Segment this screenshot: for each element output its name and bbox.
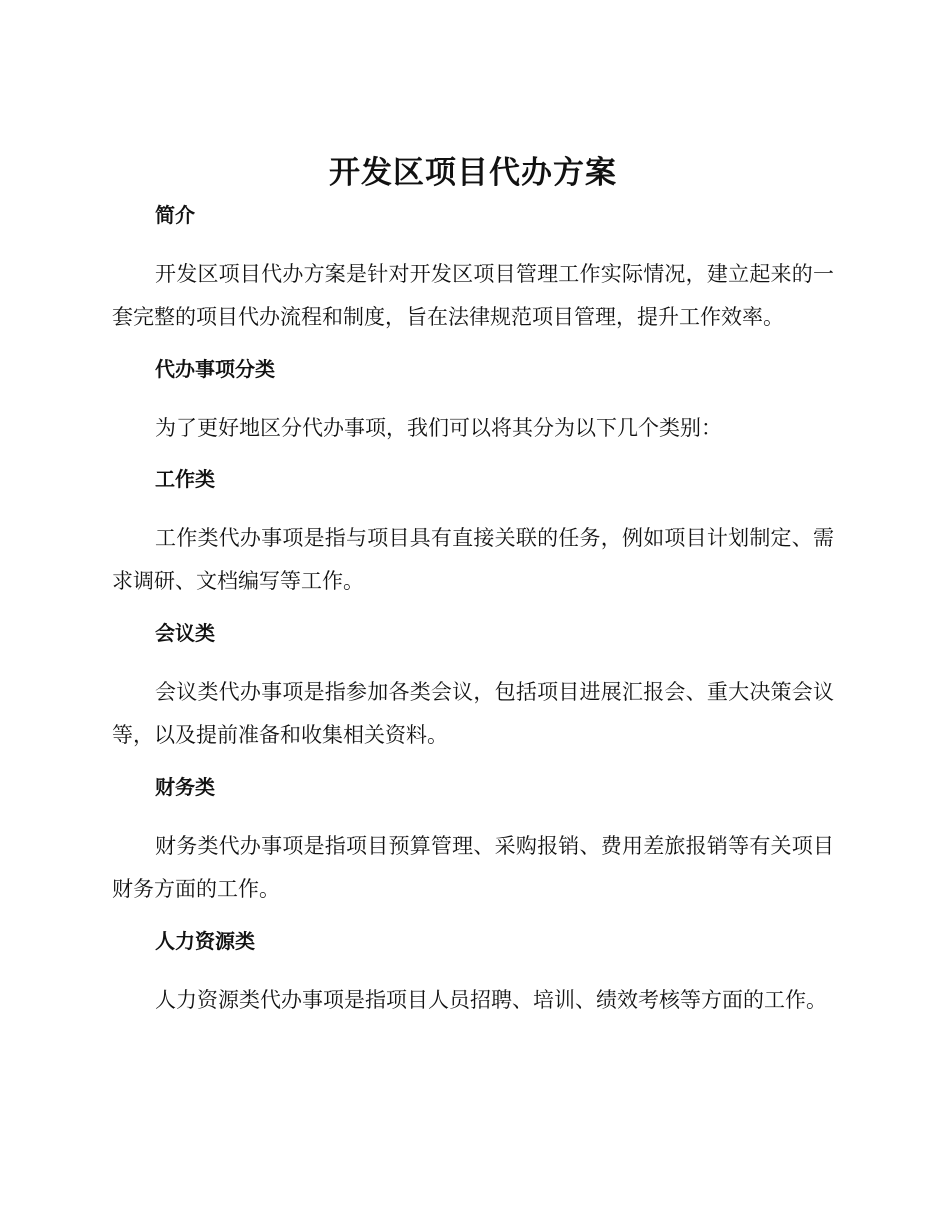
section-heading: 工作类 xyxy=(155,467,215,491)
section-paragraph: 工作类代办事项是指与项目具有直接关联的任务，例如项目计划制定、需求调研、文档编写等工作。 xyxy=(112,526,834,593)
section-paragraph: 人力资源类代办事项是指项目人员招聘、培训、绩效考核等方面的工作。 xyxy=(155,988,827,1012)
section-paragraph: 会议类代办事项是指参加各类会议，包括项目进展汇报会、重大决策会议等，以及提前准备和收集相关资料。 xyxy=(112,680,834,747)
section-work xyxy=(112,464,834,603)
section-paragraph: 为了更好地区分代办事项，我们可以将其分为以下几个类别： xyxy=(155,416,722,440)
document-title: 开发区项目代办方案 xyxy=(329,155,617,191)
section-categories xyxy=(112,354,834,450)
section-heading: 简介 xyxy=(155,203,195,227)
section-heading: 会议类 xyxy=(155,621,215,645)
section-heading: 代办事项分类 xyxy=(155,357,275,381)
section-paragraph: 开发区项目代办方案是针对开发区项目管理工作实际情况，建立起来的一套完整的项目代办流程和制度，旨在法律规范项目管理，提升工作效率。 xyxy=(112,262,834,329)
document-page xyxy=(112,150,834,1037)
section-meeting xyxy=(112,618,834,757)
section-hr xyxy=(112,926,834,1022)
section-intro xyxy=(112,200,834,339)
section-heading: 人力资源类 xyxy=(155,929,255,953)
section-heading: 财务类 xyxy=(155,775,215,799)
section-paragraph: 财务类代办事项是指项目预算管理、采购报销、费用差旅报销等有关项目财务方面的工作。 xyxy=(112,834,834,901)
section-finance xyxy=(112,772,834,911)
